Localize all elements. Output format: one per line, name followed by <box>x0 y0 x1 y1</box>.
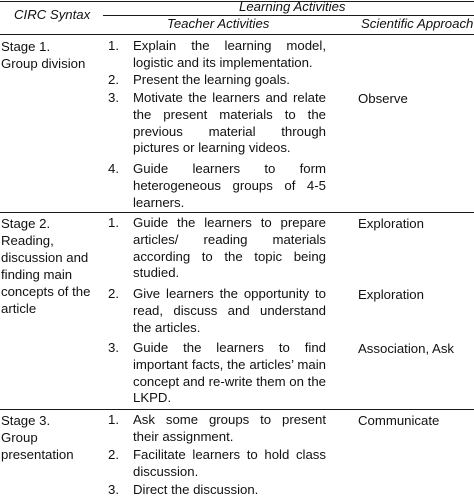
activity-number: 1. <box>108 215 119 230</box>
stage-1-syntax <box>1 38 99 72</box>
activity-number: 1. <box>108 38 119 53</box>
stage-2-syntax <box>1 215 99 317</box>
activity-text: Explain the learning model, logistic and its implementation. <box>133 38 326 70</box>
activity-text: Give learners the opportunity to read, discuss and understand the articles. <box>133 286 326 335</box>
syntax-line: Group division <box>1 56 86 71</box>
activity-text: Guide the learners to find important facts, the articles’ main concept and re-write them on the LKPD. <box>133 340 326 406</box>
activity-number: 3. <box>108 482 119 497</box>
activity-text: Guide the learners to prepare articles/ reading materials according to the topic being studied. <box>133 215 326 281</box>
stage-2-scientific-1: Exploration <box>358 216 424 231</box>
activity-number: 2. <box>108 286 119 301</box>
activity-number: 2. <box>108 72 119 87</box>
activity-number: 3. <box>108 340 119 355</box>
activity-number: 4. <box>108 161 119 176</box>
header-circ-syntax: CIRC Syntax <box>14 7 91 22</box>
activity-text: Facilitate learners to hold class discussion. <box>133 447 326 479</box>
stage-2-scientific-3: Association, Ask <box>358 341 455 356</box>
syntax-line: Stage 1. <box>1 39 51 54</box>
header-bottom-rule <box>0 34 474 35</box>
syntax-line: presentation <box>1 447 74 462</box>
stage-3-syntax <box>1 412 99 463</box>
stage-2-scientific-2: Exploration <box>358 287 424 302</box>
header-scientific-approach: Scientific Approach <box>361 16 474 31</box>
table-top-rule <box>0 1 474 2</box>
activity-number: 3. <box>108 90 119 105</box>
activity-text: Direct the discussion. <box>133 482 259 497</box>
activity-text: Guide learners to form heterogeneous groups of 4-5 learners. <box>133 161 326 210</box>
activity-number: 1. <box>108 412 119 427</box>
syntax-line: Group <box>1 430 38 445</box>
header-learning-activities: Learning Activities <box>239 0 346 14</box>
stage-2-bottom-rule <box>0 409 474 410</box>
stage-3-scientific-1: Communicate <box>358 413 440 428</box>
activity-number: 2. <box>108 447 119 462</box>
syntax-line: finding main <box>1 267 73 282</box>
syntax-line: Reading, <box>1 233 54 248</box>
syntax-line: discussion and <box>1 250 89 265</box>
activity-text: Present the learning goals. <box>133 72 290 87</box>
syntax-line: concepts of the <box>1 284 91 299</box>
activity-text: Ask some groups to present their assignment. <box>133 412 326 444</box>
syntax-line: article <box>1 301 37 316</box>
stage-1-scientific-1: Observe <box>358 91 408 106</box>
syntax-line: Stage 3. <box>1 413 51 428</box>
header-teacher-activities: Teacher Activities <box>167 16 270 31</box>
stage-1-bottom-rule <box>0 212 474 213</box>
activity-text: Motivate the learners and relate the present materials to the previous material through pictures or learning videos. <box>133 90 326 156</box>
syntax-line: Stage 2. <box>1 216 51 231</box>
